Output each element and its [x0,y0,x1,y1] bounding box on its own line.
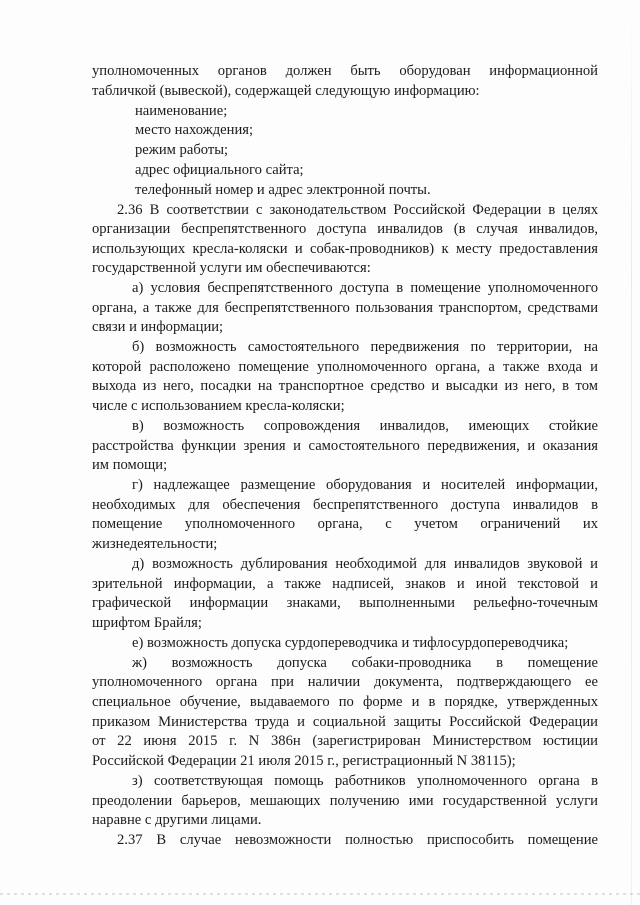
text-line: государственной услуги им обеспечиваются: [92,260,371,276]
text-line: связи и информации; [92,319,224,335]
text-line: расстройства функции зрения и самостоятельного передвижения, и оказания [92,438,598,454]
text-line: специальное обучение, выдаваемого по форме и в порядке, утвержденных [92,694,598,710]
text-line: организации беспрепятственного доступа инвалидов (в случая инвалидов, [92,221,598,237]
text-line: шрифтом Брайля; [92,615,202,631]
text-line: наравне с другими лицами. [92,812,262,828]
text-line: графической информации знаками, выполненными рельефно-точечным [92,595,598,611]
text-line: помещение уполномоченного органа, с учетом ограничений их [92,516,598,532]
text-line: уполномоченного органа при наличии документа, подтверждающего ее [92,674,598,690]
text-line: табличкой (вывеской), содержащей следующую информацию: [92,83,480,99]
text-line: зрительной информации, а также надписей, знаков и иной текстовой и [92,576,598,592]
text-line: 2.36 В соответствии с законодательством Российской Федерации в целях [117,202,598,218]
text-line: телефонный номер и адрес электронной почты. [135,182,431,198]
text-line: от 22 июня 2015 г. N 386н (зарегистрирован Министерством юстиции [92,733,598,749]
text-line: д) возможность дублирования необходимой для инвалидов звуковой и [132,556,598,572]
text-line: которой расположено помещение уполномоченного органа, а также входа и [92,359,598,375]
text-line: наименование; [135,103,228,119]
text-line: 2.37 В случае невозможности полностью приспособить помещение [117,832,598,848]
scan-bottom-artifact [0,893,640,895]
text-line: режим работы; [135,142,229,158]
text-line: им помощи; [92,457,168,473]
text-line: числе с использованием кресла-коляски; [92,398,345,414]
text-line: ж) возможность допуска собаки-проводника в помещение [132,655,598,671]
text-line: органа, а также для беспрепятственного пользования транспортом, средствами [92,300,598,316]
text-line: е) возможность допуска сурдопереводчика и тифлосурдопереводчика; [132,635,569,651]
text-line: уполномоченных органов должен быть оборудован информационной [92,63,598,79]
text-line: адрес официального сайта; [135,162,304,178]
text-line: з) соответствующая помощь работников уполномоченного органа в [132,773,598,789]
text-line: б) возможность самостоятельного передвижения по территории, на [132,339,598,355]
text-line: приказом Министерства труда и социальной защиты Российской Федерации [92,714,598,730]
text-line: место нахождения; [135,122,254,138]
scan-edge-artifact [631,0,632,905]
text-line: в) возможность сопровождения инвалидов, имеющих стойкие [132,418,598,434]
text-line: г) надлежащее размещение оборудования и носителей информации, [132,477,598,493]
text-line: преодолении барьеров, мешающих получению ими государственной услуги [92,793,598,809]
text-line: необходимых для обеспечения беспрепятственного доступа инвалидов в [92,497,598,513]
text-line: жизнедеятельности; [92,536,218,552]
text-line: Российской Федерации 21 июля 2015 г., регистрационный N 38115); [92,753,516,769]
text-line: а) условия беспрепятственного доступа в помещение уполномоченного [132,280,598,296]
text-line: выхода из него, посадки на транспортное средство и высадки из него, в том [92,378,598,394]
text-line: использующих кресла-коляски и собак-проводников) к месту предоставления [92,241,598,257]
